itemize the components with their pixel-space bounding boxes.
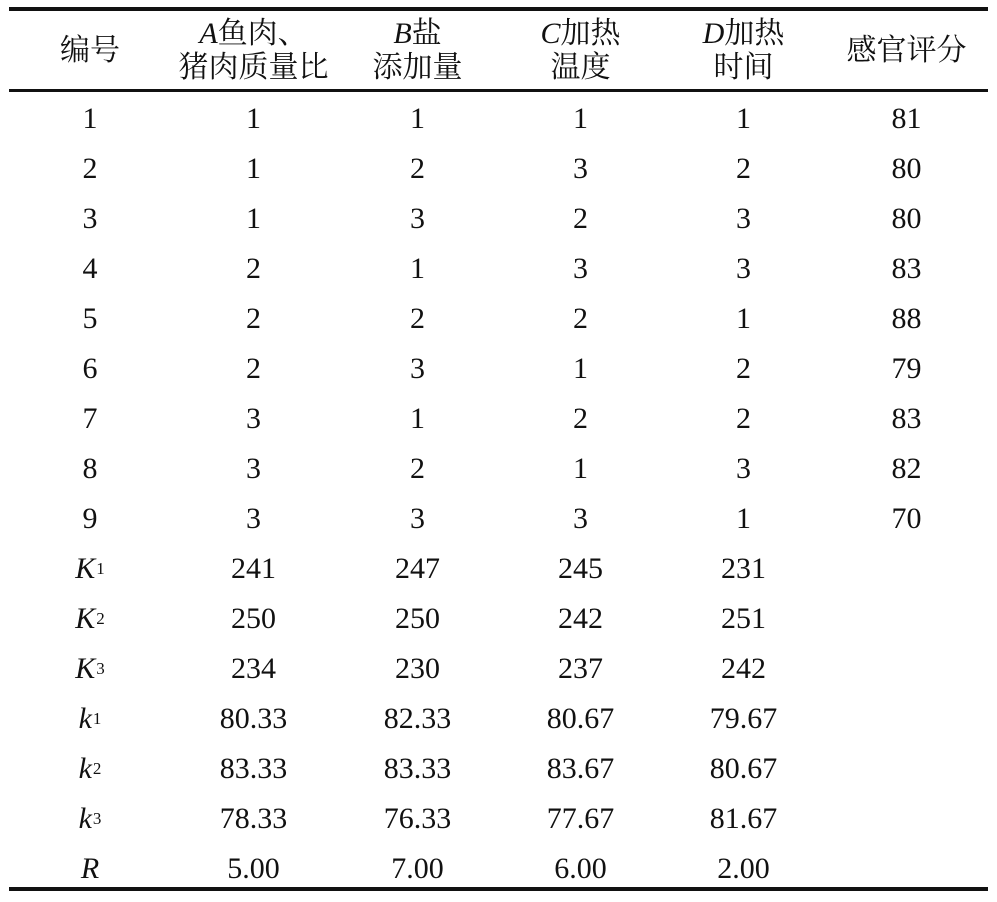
table-cell: [825, 744, 988, 794]
table-cell: 242: [721, 652, 766, 685]
header-factor-c-text1: 加热: [560, 17, 621, 50]
table-cell: 81.67: [709, 802, 778, 835]
table-cell: 1: [736, 302, 751, 335]
table-cell: 2: [246, 302, 261, 335]
table-cell: 83.33: [219, 752, 288, 785]
header-factor-b-line1: [393, 17, 441, 51]
row-label-subscript: 1: [92, 709, 102, 728]
header-factor-d-text2: 时间: [713, 51, 774, 84]
table-cell: 251: [721, 602, 766, 635]
row-label: 2: [82, 152, 98, 185]
table-cell: 2: [246, 252, 261, 285]
row-label-subscript: 2: [96, 609, 105, 628]
row-label: 9: [82, 502, 98, 535]
table-cell: 1: [410, 102, 425, 135]
table-cell: 241: [231, 552, 276, 585]
table-cell: 78.33: [219, 802, 288, 835]
table-cell: 1: [573, 352, 588, 385]
header-factor-c: [499, 16, 662, 86]
row-label-subscript: 2: [92, 759, 102, 778]
header-factor-a-line1: [199, 17, 307, 51]
table-cell: 3: [573, 252, 588, 285]
table-cell: 1: [246, 102, 261, 135]
row-label-subscript: 1: [96, 559, 105, 578]
table-cell: 80.33: [219, 702, 288, 735]
header-factor-c-line1: [540, 17, 620, 51]
table-cell: 242: [558, 602, 603, 635]
table-cell: 1: [246, 202, 261, 235]
header-number-text: 编号: [60, 34, 120, 67]
table-cell: [825, 544, 988, 594]
table-row: [9, 144, 988, 194]
table-cell: 245: [558, 552, 603, 585]
table-cell: 83.67: [546, 752, 615, 785]
row-label: k: [78, 752, 92, 785]
table-row: [9, 744, 988, 794]
row-label-cell: [9, 694, 171, 744]
row-label-cell: [9, 244, 171, 294]
table-cell: 2: [736, 352, 751, 385]
table-cell: 250: [395, 602, 440, 635]
header-factor-b-text2: 添加量: [372, 51, 463, 84]
table-cell: 2: [410, 302, 425, 335]
table-cell: 2: [573, 302, 588, 335]
table-row: [9, 194, 988, 244]
table-cell: 3: [246, 402, 261, 435]
table-cell: 2: [573, 202, 588, 235]
table-cell: 2: [410, 452, 425, 485]
table-row: [9, 594, 988, 644]
table-row: [9, 794, 988, 844]
table-cell: 2: [736, 402, 751, 435]
table-cell: 82: [891, 452, 922, 485]
row-label: K: [75, 652, 96, 685]
header-factor-a-text2: 猪肉质量比: [178, 51, 329, 84]
table-cell: 250: [231, 602, 276, 635]
table-row: [9, 694, 988, 744]
table-cell: 231: [721, 552, 766, 585]
table-cell: 88: [891, 302, 922, 335]
row-label: 5: [82, 302, 98, 335]
header-factor-a-letter: A: [199, 17, 218, 50]
row-label-cell: [9, 194, 171, 244]
table-cell: 3: [246, 452, 261, 485]
table-row: [9, 444, 988, 494]
header-factor-d-line1: [703, 17, 785, 51]
row-label-cell: [9, 294, 171, 344]
row-label-cell: [9, 394, 171, 444]
row-label-cell: [9, 144, 171, 194]
header-factor-a: [171, 16, 336, 86]
table-cell: 237: [558, 652, 603, 685]
row-label-cell: [9, 544, 171, 594]
table-cell: 3: [736, 452, 751, 485]
table-cell: 2: [246, 352, 261, 385]
table-cell: 3: [736, 252, 751, 285]
row-label-cell: [9, 494, 171, 544]
header-factor-b-text1: 盐: [411, 17, 442, 50]
row-label-subscript: 3: [96, 659, 105, 678]
table-cell: 7.00: [391, 852, 444, 885]
table-cell: 3: [410, 352, 425, 385]
table-row: [9, 494, 988, 544]
row-label-cell: [9, 644, 171, 694]
header-factor-a-text1: 鱼肉、: [217, 17, 308, 50]
table-cell: 3: [573, 152, 588, 185]
row-label-subscript: 3: [92, 809, 102, 828]
table-cell: 83.33: [383, 752, 452, 785]
table-cell: 3: [246, 502, 261, 535]
table-cell: 6.00: [554, 852, 607, 885]
table-row: [9, 344, 988, 394]
row-label: R: [80, 852, 100, 885]
header-factor-d-text1: 加热: [724, 17, 785, 50]
row-label: 4: [82, 252, 98, 285]
header-factor-c-letter: C: [540, 17, 561, 50]
table-cell: 80: [891, 152, 922, 185]
header-factor-d: [662, 16, 825, 86]
table-cell: 1: [736, 502, 751, 535]
table-cell: 80: [891, 202, 922, 235]
table-cell: 5.00: [227, 852, 280, 885]
table-cell: 247: [395, 552, 440, 585]
row-label-cell: [9, 594, 171, 644]
table-cell: 230: [395, 652, 440, 685]
table-header-rule: [9, 89, 988, 92]
table-cell: 3: [736, 202, 751, 235]
row-label: k: [78, 702, 92, 735]
header-factor-b: [336, 16, 499, 86]
table-cell: [825, 794, 988, 844]
table-row: [9, 294, 988, 344]
header-factor-d-letter: D: [702, 17, 725, 50]
header-sensory-score: [825, 16, 988, 86]
table-row: [9, 394, 988, 444]
row-label: 7: [82, 402, 98, 435]
table-row: [9, 644, 988, 694]
table-cell: 2: [573, 402, 588, 435]
row-label-cell: [9, 344, 171, 394]
header-factor-c-text2: 温度: [550, 51, 611, 84]
table-cell: [825, 644, 988, 694]
table-row: [9, 244, 988, 294]
table-cell: [825, 594, 988, 644]
table-cell: 1: [410, 252, 425, 285]
row-label-cell: [9, 444, 171, 494]
table-cell: 1: [246, 152, 261, 185]
table-cell: 1: [410, 402, 425, 435]
table-cell: 79.67: [709, 702, 778, 735]
header-sensory-score-text: 感官评分: [846, 34, 967, 67]
row-label: K: [75, 602, 96, 635]
table-cell: 82.33: [383, 702, 452, 735]
table-cell: 234: [231, 652, 276, 685]
table-cell: 2: [410, 152, 425, 185]
table-cell: 79: [891, 352, 922, 385]
table-cell: 3: [410, 202, 425, 235]
table-cell: 76.33: [383, 802, 452, 835]
row-label: k: [78, 802, 92, 835]
row-label: 3: [82, 202, 98, 235]
row-label: K: [75, 552, 96, 585]
table-cell: 1: [573, 102, 588, 135]
table-header: [9, 16, 988, 86]
row-label-cell: [9, 794, 171, 844]
table-bottom-rule: [9, 887, 988, 891]
table-cell: 81: [891, 102, 922, 135]
table-top-rule: [9, 7, 988, 11]
table-cell: 1: [736, 102, 751, 135]
header-factor-b-letter: B: [393, 17, 412, 50]
row-label: 6: [82, 352, 98, 385]
table-row: [9, 544, 988, 594]
table-cell: 83: [891, 402, 922, 435]
row-label-cell: [9, 94, 171, 144]
table-cell: 80.67: [709, 752, 778, 785]
table-cell: 2.00: [717, 852, 770, 885]
table-cell: 1: [573, 452, 588, 485]
header-number: [9, 16, 171, 86]
table-cell: 2: [736, 152, 751, 185]
table-cell: 80.67: [546, 702, 615, 735]
table-cell: 3: [573, 502, 588, 535]
table-cell: 70: [891, 502, 922, 535]
table-cell: 3: [410, 502, 425, 535]
table-cell: 77.67: [546, 802, 615, 835]
table-row: [9, 94, 988, 144]
row-label-cell: [9, 744, 171, 794]
row-label: 8: [82, 452, 98, 485]
row-label: 1: [82, 102, 98, 135]
table-cell: [825, 694, 988, 744]
table-cell: 83: [891, 252, 922, 285]
